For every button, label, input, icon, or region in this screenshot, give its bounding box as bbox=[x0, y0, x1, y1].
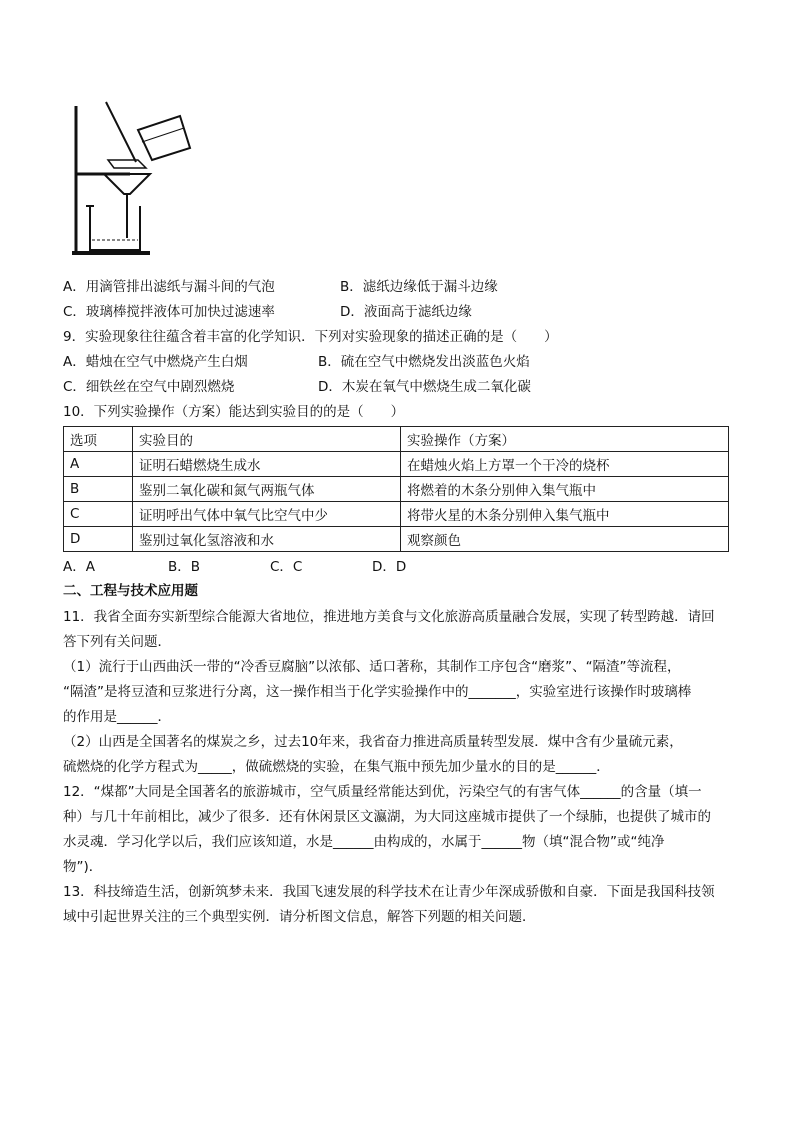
q12-line: 物”)． bbox=[63, 859, 103, 875]
q12-line: 水灵魂．学习化学以后，我们应该知道，水是______由构成的，水属于______物（填“混合物”或“纯净 bbox=[63, 834, 665, 850]
pouring-beaker bbox=[138, 116, 190, 160]
q13-line: 13．科技缔造生活，创新筑梦未来．我国飞速发展的科学技术在让青少年深成骄傲和自豪．下面是我国科技领 bbox=[63, 884, 715, 900]
table-cell: 将燃着的木条分别伸入集气瓶中 bbox=[401, 477, 729, 502]
q13-line: 域中引起世界关注的三个典型实例．请分析图文信息，解答下列题的相关问题． bbox=[63, 909, 536, 925]
table-row bbox=[64, 477, 729, 502]
table-header-cell: 实验操作（方案） bbox=[401, 427, 729, 452]
q10-answer-a: A．A bbox=[63, 559, 95, 575]
table-cell: B bbox=[64, 477, 133, 502]
q8-option-b: B．滤纸边缘低于漏斗边缘 bbox=[340, 279, 498, 295]
q9-option-c: C．细铁丝在空气中剧烈燃烧 bbox=[63, 379, 235, 395]
funnel bbox=[104, 174, 150, 194]
q11-part2-line: 硫燃烧的化学方程式为_____，做硫燃烧的实验，在集气瓶中预先加少量水的目的是______． bbox=[63, 759, 610, 775]
q11-line: 11．我省全面夯实新型综合能源大省地位，推进地方美食与文化旅游高质量融合发展，实现了转型跨越．请回 bbox=[63, 609, 715, 625]
table-cell: 将带火星的木条分别伸入集气瓶中 bbox=[401, 502, 729, 527]
q8-option-d: D．液面高于滤纸边缘 bbox=[340, 304, 472, 320]
table-row bbox=[64, 527, 729, 552]
table-row bbox=[64, 452, 729, 477]
table-header-cell: 选项 bbox=[64, 427, 133, 452]
q10-answer-b: B．B bbox=[168, 559, 201, 575]
q10-stem: 10．下列实验操作（方案）能达到实验目的的是（ ） bbox=[63, 404, 405, 420]
table-row bbox=[64, 502, 729, 527]
glass-rod bbox=[106, 102, 136, 162]
table-cell: 证明石蜡燃烧生成水 bbox=[133, 452, 401, 477]
table-cell: C bbox=[64, 502, 133, 527]
table-cell: 鉴别二氧化碳和氮气两瓶气体 bbox=[133, 477, 401, 502]
q12-line: 种）与几十年前相比，减少了很多．还有休闲景区文瀛湖，为大同这座城市提供了一个绿肺，也提供了城市的 bbox=[63, 809, 711, 825]
table-cell: 观察颜色 bbox=[401, 527, 729, 552]
table-cell: 鉴别过氧化氢溶液和水 bbox=[133, 527, 401, 552]
q8-option-c: C．玻璃棒搅拌液体可加快过滤速率 bbox=[63, 304, 275, 320]
table-cell: 证明呼出气体中氧气比空气中少 bbox=[133, 502, 401, 527]
q8-option-a: A．用滴管排出滤纸与漏斗间的气泡 bbox=[63, 279, 275, 295]
q12-line: 12．“煤都”大同是全国著名的旅游城市，空气质量经常能达到优，污染空气的有害气体______的含量（填一 bbox=[63, 784, 702, 800]
table-cell: 在蜡烛火焰上方罩一个干冷的烧杯 bbox=[401, 452, 729, 477]
table-cell: A bbox=[64, 452, 133, 477]
q11-part1-line: “隔渣”是将豆渣和豆浆进行分离，这一操作相当于化学实验操作中的_______，实验室进行该操作时玻璃棒 bbox=[63, 684, 692, 700]
q9-option-a: A．蜡烛在空气中燃烧产生白烟 bbox=[63, 354, 248, 370]
table-header-row bbox=[64, 427, 729, 452]
q11-part1-line: （1）流行于山西曲沃一带的“冷香豆腐脑”以浓郁、适口著称，其制作工序包含“磨浆”、“隔渣”等流程， bbox=[63, 659, 681, 675]
q11-part1-line: 的作用是______． bbox=[63, 709, 171, 725]
table-header-cell: 实验目的 bbox=[133, 427, 401, 452]
section-heading: 二、工程与技术应用题 bbox=[63, 583, 198, 599]
table-cell: D bbox=[64, 527, 133, 552]
filtration-apparatus-figure bbox=[60, 98, 200, 258]
q11-part2-line: （2）山西是全国著名的煤炭之乡，过去10年来，我省奋力推进高质量转型发展．煤中含有少量硫元素， bbox=[63, 734, 683, 750]
q9-stem: 9．实验现象往往蕴含着丰富的化学知识．下列对实验现象的描述正确的是（ ） bbox=[63, 329, 558, 345]
q11-line: 答下列有关问题． bbox=[63, 634, 171, 650]
q10-answer-d: D．D bbox=[372, 559, 407, 575]
q10-answer-c: C．C bbox=[270, 559, 303, 575]
q9-option-b: B．硫在空气中燃烧发出淡蓝色火焰 bbox=[318, 354, 530, 370]
receiving-beaker bbox=[90, 206, 140, 250]
q9-option-d: D．木炭在氧气中燃烧生成二氧化碳 bbox=[318, 379, 531, 395]
q10-table bbox=[63, 426, 729, 552]
